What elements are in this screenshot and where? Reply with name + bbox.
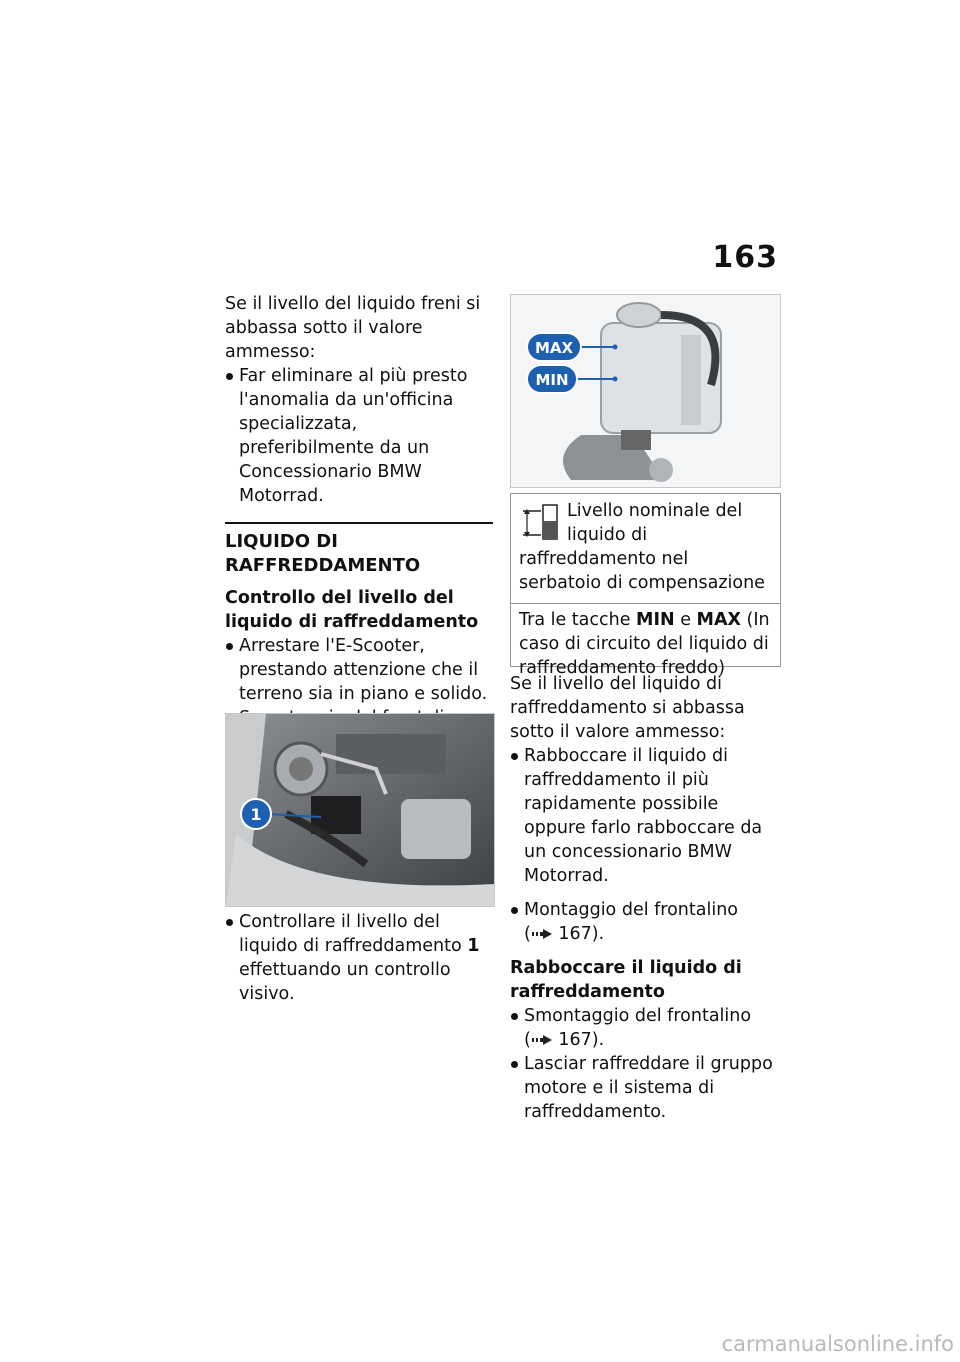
list-item: Smontaggio del frontalino ( 167).	[510, 1004, 778, 1052]
page-number: 163	[712, 240, 778, 275]
max-mark: MAX	[696, 610, 741, 630]
nominal-level-description	[511, 494, 780, 604]
engine-bay-illustration	[226, 714, 494, 906]
value-text: (In caso di circuito del liquido di raffreddamento freddo)	[519, 610, 770, 678]
callout-number: 1	[250, 805, 262, 824]
watermark: carmanualsonline.info	[721, 1332, 954, 1356]
section-heading: LIQUIDO DI RAFFREDDAMENTO	[225, 531, 421, 576]
list-item: Rabboccare il liquido di raffreddamento il più rapidamente possibile oppure farlo rabboccare da un concessionario BMW Motorrad.	[510, 744, 778, 888]
min-label: MIN	[535, 371, 569, 389]
expansion-tank-illustration	[511, 295, 780, 487]
max-label: MAX	[534, 339, 574, 357]
list-item: Lasciar raffreddare il gruppo motore e il sistema di raffreddamento.	[510, 1052, 778, 1124]
value-text: Tra le tacche	[519, 610, 637, 630]
brake-fluid-paragraph: Se il livello del liquido freni si abbassa sotto il valore ammesso:	[225, 294, 481, 362]
list-item-text: Smontaggio del frontalino	[524, 1006, 752, 1026]
list-item	[225, 910, 493, 1006]
fluid-level-icon	[519, 499, 563, 545]
right-column	[510, 672, 778, 1124]
left-column-lower	[225, 910, 493, 1006]
section-divider	[225, 522, 493, 524]
coolant-low-paragraph: Se il livello del liquido di raffreddamento si abbassa sotto il valore ammesso:	[510, 674, 745, 742]
list-item-text: effettuando un controllo visivo.	[239, 960, 451, 1004]
subsection-heading: Controllo del livello del liquido di raffreddamento	[225, 588, 479, 632]
list-item: Far eliminare al più presto l'anomalia da un'officina specializzata, preferibilmente da un Concessionario BMW Motorrad.	[225, 364, 493, 508]
left-column	[225, 292, 493, 754]
nominal-level-text: Livello nominale del liquido di raffreddamento nel serbatoio di compensazione	[519, 501, 765, 593]
list-item: Arrestare l'E-Scooter, prestando attenzione che il terreno sia in piano e solido.	[225, 634, 493, 706]
list-item-text: Montaggio del frontalino	[524, 900, 739, 920]
nominal-level-box	[510, 493, 781, 678]
tank-level-photo	[510, 294, 781, 488]
callout-reference: 1	[467, 936, 480, 956]
page-reference[interactable]: 167).	[558, 924, 605, 944]
page-reference[interactable]: 167).	[558, 1030, 605, 1050]
page-reference-arrow-icon[interactable]	[531, 928, 553, 940]
list-item-text: Controllare il livello del liquido di raffreddamento	[239, 912, 468, 956]
min-mark: MIN	[636, 610, 675, 630]
subsection-heading: Rabboccare il liquido di raffreddamento	[510, 958, 742, 1002]
list-item: Montaggio del frontalino ( 167).	[510, 898, 778, 946]
value-text: e	[674, 610, 697, 630]
coolant-reservoir-photo	[225, 713, 495, 907]
page-reference-arrow-icon[interactable]	[531, 1034, 553, 1046]
